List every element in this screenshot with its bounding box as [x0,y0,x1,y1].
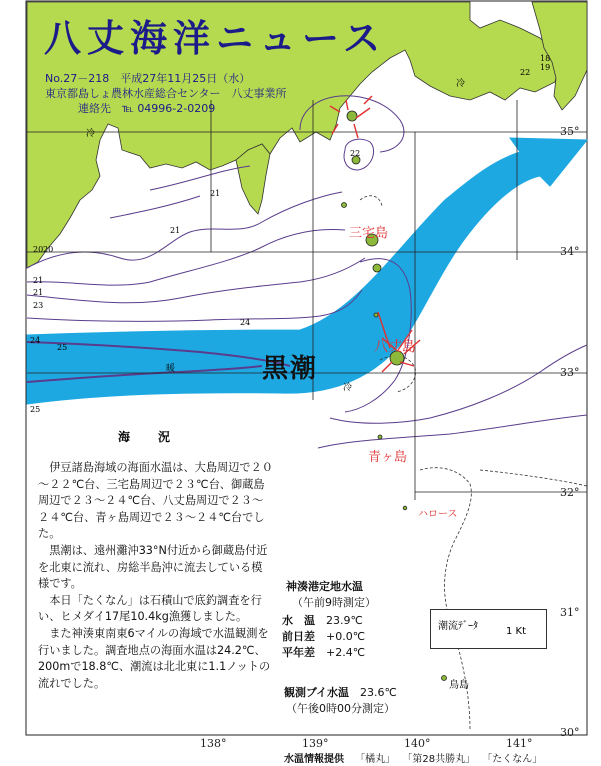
credit-item: 「橘丸」 [355,754,396,765]
isotherm-label: 25 [30,405,41,414]
buoy-row [284,684,397,700]
isotherm-label: 21 [170,226,181,235]
legend-label: 潮流ﾃﾞｰﾀ [438,621,478,632]
warm-eddy-label: 暖 [166,364,176,374]
credit-item: 「第28共勝丸」 [402,754,476,765]
isotherm-label: 24 [240,318,251,327]
contact-line: 連絡先 ℡ 04996-2-0209 [78,102,216,115]
place-aogashima: 青ヶ島 [368,450,408,465]
latitude-label: 32° [560,486,580,499]
isotherm-label: 21 [210,189,221,198]
cold-eddy-label: 冷 [456,79,466,89]
place-hachijo: 八丈島 [374,339,416,355]
organization-line: 東京都島しょ農林水産総合センター 八丈事業所 [45,87,287,100]
newsletter-title: 八丈海洋ニュース [44,16,387,60]
report-paragraph: 黒潮は、遠州灘沖33°N付近から御蔵島付近を北東に流れ、房総半島沖に流去している模様です。 [38,543,268,591]
report-heading: 海 況 [118,430,179,444]
cold-eddy-label: 冷 [343,383,353,393]
latitude-label: 30° [560,726,580,739]
report-paragraph: 伊豆諸島海域の海面水温は、大島周辺で２０～２２℃台、三宅島周辺で２３℃台、御蔵島周辺で２３～２４℃台、八丈島周辺で２３～２４℃台、青ヶ島周辺で２３～２４℃台でした。 [38,461,273,541]
latitude-label: 34° [560,245,580,258]
credits-lead: 水温情報提供 [284,754,344,765]
cold-eddy-label: 冷 [86,129,96,139]
buoy-value: 23.6℃ [360,686,397,699]
latitude-label: 35° [560,125,580,138]
isotherm-label: 19 [540,63,551,72]
issue-line: No.27－218 平成27年11月25日（水） [45,72,251,85]
longitude-label: 139° [302,737,329,750]
longitude-label: 138° [200,737,227,750]
temp-row-label: 前日差 [282,630,315,643]
isotherm-label: 21 [33,276,44,285]
temp-row-value: 23.9℃ [326,614,363,627]
isotherm-label: 21 [33,288,44,297]
isotherm-label: 20 [33,245,44,254]
report-paragraph: 本日「たくなん」は石積山で底釣調査を行い、ヒメダイ17尾10.4kg漁獲しました。 [38,593,262,624]
temp-row [282,628,365,644]
isotherm-label: 24 [30,336,41,345]
longitude-label: 141° [506,737,533,750]
credit-item: 「たくなん」 [482,754,543,765]
isotherm-label: 22 [350,149,361,158]
credits [284,750,546,765]
report-body [38,460,273,692]
isotherm-label: 25 [57,343,68,352]
latitude-label: 33° [560,366,580,379]
temp-row-label: 水 温 [282,614,315,627]
kuroshio-label: 黒潮 [262,354,319,384]
isotherm-label: 22 [520,68,531,77]
temp-row [282,612,363,628]
isotherm-label: 18 [540,54,551,63]
station-title: 神湊港定地水温 [286,580,363,593]
legend-scale: 1 Kt [506,626,527,637]
temp-row-label: 平年差 [282,646,315,659]
isotherm-label: 20 [43,245,54,254]
temp-row-value: +2.4℃ [326,646,366,659]
temp-row-value: +0.0℃ [326,630,366,643]
report-paragraph: また神湊東南東6マイルの海域で水温観測を行いました。調査地点の海面水温は24.2℃、200mで18.8℃、潮流は北北東に1.1ノットの流れでした。 [38,626,271,690]
isotherm-label: 23 [33,301,44,310]
longitude-label: 140° [404,737,431,750]
buoy-label: 観測ブイ水温 [284,686,350,699]
buoy-time: （午後0時00分測定） [286,702,395,715]
temp-row [282,644,365,660]
station-time: （午前9時測定） [292,596,376,609]
latitude-label: 31° [560,606,580,619]
place-torishima: 鳥島 [449,680,469,691]
place-harose: ハロース [418,509,458,520]
place-miyake: 三宅島 [349,226,389,241]
